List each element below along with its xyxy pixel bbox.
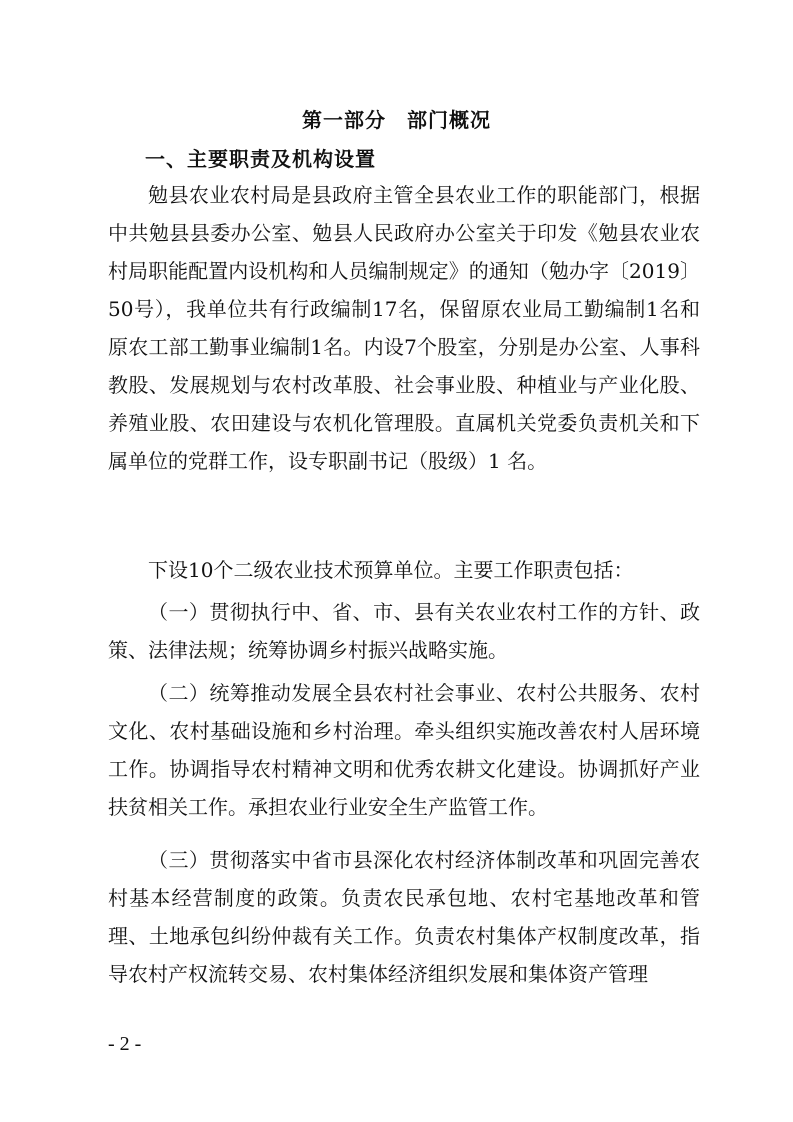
- paragraph-duty-3: （三）贯彻落实中省市县深化农村经济体制改革和巩固完善农村基本经营制度的政策。负责农民承包地、农村宅基地改革和管理、土地承包纠纷仲裁有关工作。负责农村集体产权制度改革，指导农村产权流转交易、农村集体经济组织发展和集体资产管理: [108, 848, 700, 986]
- page-number: - 2 -: [108, 1033, 142, 1055]
- paragraph-subunits: 下设10个二级农业技术预算单位。主要工作职责包括：: [148, 558, 634, 582]
- paragraph-intro: 勉县农业农村局是县政府主管全县农业工作的职能部门，根据中共勉县县委办公室、勉县人民政府办公室关于印发《勉县农业农村局职能配置内设机构和人员编制规定》的通知（勉办字〔2019〕50号），我单位共有行政编制17名，保留原农业局工勤编制1名和原农工部工勤事业编制1名。内设7个股室，分别是办公室、人事科教股、发展规划与农村改革股、社会事业股、种植业与产业化股、养殖业股、农田建设与农机化管理股。直属机关党委负责机关和下属单位的党群工作，设专职副书记（股级）1 名。: [108, 183, 700, 473]
- part-title: 第一部分 部门概况: [302, 108, 491, 132]
- paragraph-duty-2: （二）统筹推动发展全县农村社会事业、农村公共服务、农村文化、农村基础设施和乡村治理。牵头组织实施改善农村人居环境工作。协调指导农村精神文明和优秀农耕文化建设。协调抓好产业扶贫相关工作。承担农业行业安全生产监管工作。: [108, 681, 700, 819]
- paragraph-duty-1: （一）贯彻执行中、省、市、县有关农业农村工作的方针、政策、法律法规；统筹协调乡村振兴战略实施。: [108, 600, 700, 662]
- section-heading: 一、主要职责及机构设置: [145, 147, 376, 171]
